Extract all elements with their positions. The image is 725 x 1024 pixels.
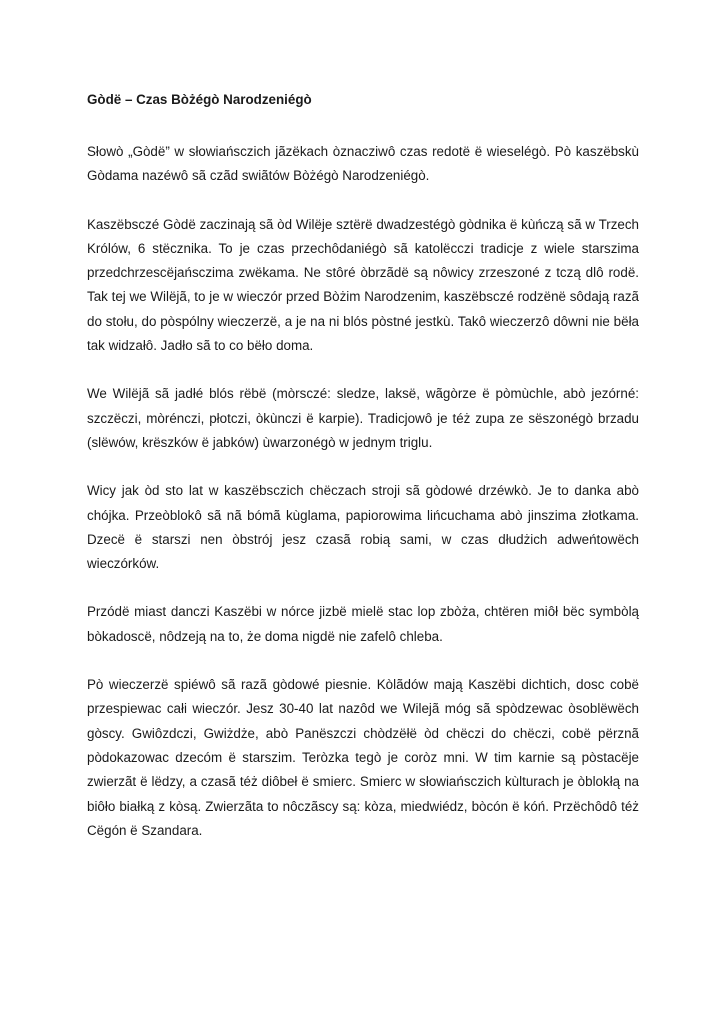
paragraph: Przódë miast danczi Kaszëbi w nórce jizbë mielë stac lop zbòża, chtëren miôł bëc symbòlą bòkadoscë, nôdzeją na to, że doma nigdë nie zafelô chleba. [87,604,639,644]
paragraph: Wicy jak òd sto lat w kaszëbsczich chëczach stroji sã gòdowé drzéwkò. Je to danka abò chójka. Przeòblokô sã nã bómã kùglama, papiorowima lińcuchama abò jinszima złotkama. Dzecë ë starszi nen òbstrój jesz czasã robią sami, w czas dłudżich adweńtowëch wieczórków. [87,483,639,572]
paragraph: Kaszëbsczé Gòdë zaczinają sã òd Wilëje sztërë dwadzestégò gòdnika ë kùńczą sã w Trzech Królów, 6 stëcznika. To je czas przechôdaniégò sã katolëcczi tradicje z wiele starszima przedchrzescëjańsczima zwëkama. Ne stôré òbrzãdë są nôwicy zrzeszoné z tczą dlô rodë. Tak tej we Wilëjã, to je w wieczór przed Bòżim Narodzenim, kaszëbsczé rodzënë sôdają razã do stołu, do pòspólny wieczerzë, a je na ni blós pòstné jestkù. Takô wieczerzô dôwni nie bëła tak widzałô. Jadło sã to co bëło doma. [87,216,639,354]
paragraph: Słowò „Gòdë” w słowiańsczich jãzëkach òznacziwô czas redotë ë wieselégò. Pò kaszëbskù Gòdama nazéwô sã czãd swiãtów Bòżégò Narodzeniégò. [87,144,639,184]
paragraph: Pò wieczerzë spiéwô sã razã gòdowé piesnie. Kòlãdów mają Kaszëbi dichtich, dosc cobë przespiewac całi wieczór. Jesz 30-40 lat nazôd we Wilejã móg sã spòdzewac òsoblëwëch gòscy. Gwiôzdczi, Gwiżdże, abò Panëszczi chòdzëłë òd chëczi do chëczi, cobë përznã pòdokazowac dzecóm ë starszim. Teròzka tegò je coròz mni. W tim karnie są pòstacëje zwierzãt ë lëdzy, a czasã téż diôbeł ë smierc. Smierc w słowiańsczich kùlturach je òblokłą na biôło białką z kòsą. Zwierzãta to nôczãscy są: kòza, miedwiédz, bòcón ë kóń. Przëchôdô téż Cëgón ë Szandara. [87,677,639,838]
document-title: Gòdë – Czas Bòżégò Narodzeniégò [87,92,312,107]
paragraph: We Wilëjã sã jadłé blós rëbë (mòrsczé: sledze, laksë, wãgòrze ë pòmùchle, abò jezórné: szczëczi, mòrénczi, płotczi, òkùnczi ë karpie). Tradicjowô je téż zupa ze sëszonégò brzadu (slëwów, krëszków ë jabków) ùwarzonégò w jednym triglu. [87,386,639,450]
